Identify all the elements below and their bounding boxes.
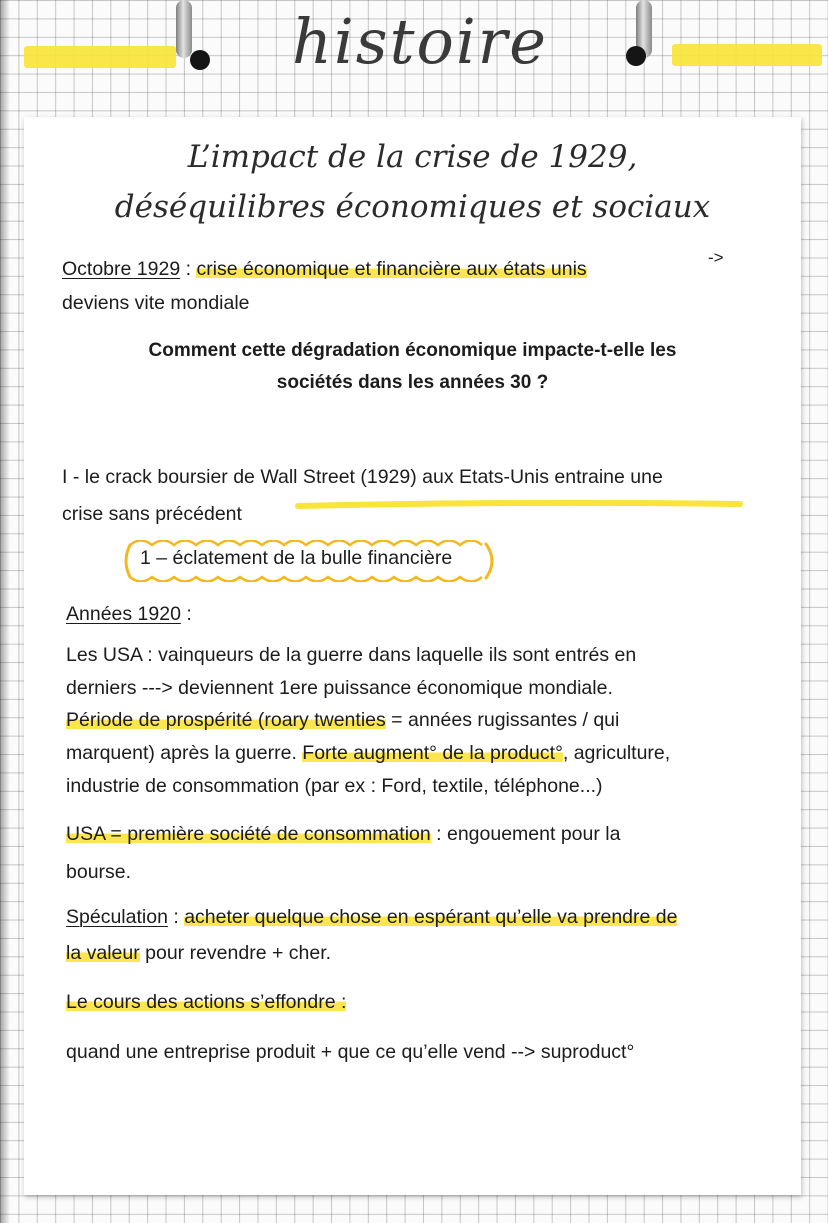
para1-line-4-rest: , agriculture, [562,742,671,764]
punch-hole-right [626,46,646,66]
para3-line-2 [66,940,331,966]
section1-title-line-1: I - le crack boursier de Wall Street (1929) aux Etats-Unis entraine une [62,466,663,488]
para3-rest: pour revendre + cher. [139,942,332,964]
speculation-highlight-1: acheter quelque chose en espérant qu’elle va prendre de [184,906,678,928]
para4-highlight: Le cours des actions s’effondre : [66,991,347,1013]
para4-heading [66,989,346,1015]
para1-highlight-prosperity: Période de prospérité (roary twenties [66,709,386,731]
para1-line-4-start: marquent) après la guerre. [66,742,303,764]
header-highlight-left [24,46,176,68]
para3-line-1 [66,904,677,930]
para2-line-1 [66,821,620,847]
speculation-term: Spéculation [66,906,168,928]
section1-highlight-stroke [294,499,744,511]
speculation-highlight-2: la valeur [66,942,140,964]
para1-line-5: industrie de consommation (par ex : Ford, textile, téléphone...) [66,775,603,797]
intro-line-2: deviens vite mondiale [62,292,250,314]
intro-highlight: crise économique et financière aux états unis [196,258,587,280]
intro-arrow: -> [708,248,724,267]
para2-line-2: bourse. [66,861,132,883]
intro-colon: : [180,258,197,280]
years-heading-text: Années 1920 [66,603,181,625]
para1-line-1: Les USA : vainqueurs de la guerre dans laquelle ils sont entrés en [66,644,637,666]
note-sheet [24,117,801,1195]
para1-line-2: derniers ---> deviennent 1ere puissance économique mondiale. [66,677,613,699]
problem-question-line-2: sociétés dans les années 30 ? [276,372,549,393]
header-highlight-right [672,44,822,66]
problem-question-line-1: Comment cette dégradation économique impacte-t-elle les [148,340,677,361]
intro-date: Octobre 1929 [62,258,181,280]
subsection-label: 1 – éclatement de la bulle financière [140,547,453,569]
para1-highlight-production: Forte augment° de la product° [302,742,563,764]
intro-line-1 [62,256,587,282]
punch-hole-left [190,50,210,70]
subsection-heading [116,540,496,582]
title-line-2: déséquilibres économiques et sociaux [114,189,711,225]
subject-heading: histoire [292,5,548,78]
page-edge-shadow [0,0,10,1223]
para3-colon: : [167,906,185,928]
para1-line-3 [66,707,619,733]
para2-rest: : engouement pour la [430,823,621,845]
para2-highlight: USA = première société de consommation [66,823,431,845]
title-line-1: L’impact de la crise de 1929, [187,139,638,175]
years-heading [66,601,192,627]
years-heading-colon: : [180,603,192,625]
section1-title-line-2: crise sans précédent [62,503,242,525]
para1-line-3-rest: = années rugissantes / qui [385,709,620,731]
binder-ring-left [176,0,192,58]
para1-line-4 [66,740,670,766]
para5-line: quand une entreprise produit + que ce qu’elle vend --> suproduct° [66,1041,635,1063]
